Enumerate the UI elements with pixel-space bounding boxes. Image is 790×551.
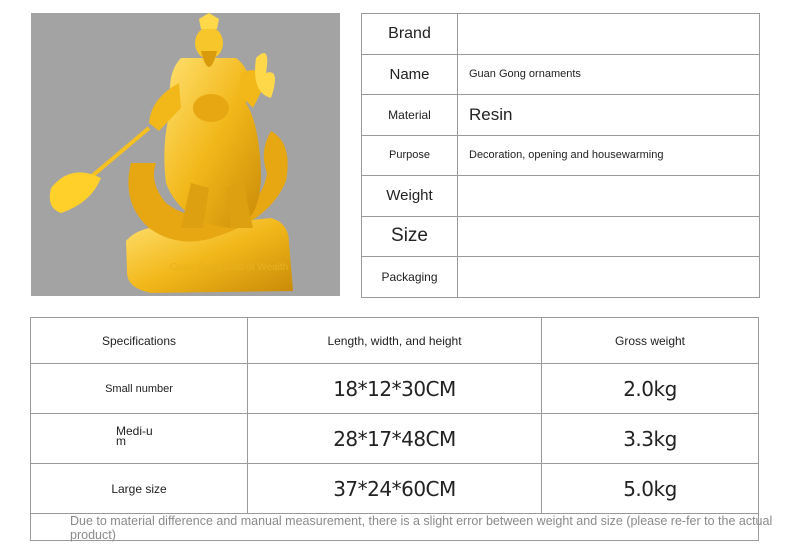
product-photo [31,13,340,296]
info-key: Size [362,216,458,257]
info-value: Decoration, opening and housewarming [458,135,760,176]
info-key: Purpose [362,135,458,176]
info-value [458,257,760,298]
spec-header-specifications: Specifications [31,318,248,364]
info-row-brand [362,14,760,55]
photo-caption: Guan Gong God of Wealth [170,262,289,273]
info-value: Resin [458,95,760,136]
info-row-material [362,95,760,136]
guan-gong-statue-image [31,13,340,296]
info-key: Weight [362,176,458,217]
product-info-table [361,13,760,298]
spec-header-row [31,318,759,364]
spec-dimensions: 37*24*60CM [248,464,542,514]
spec-header-dimensions: Length, width, and height [248,318,542,364]
spec-row-small [31,364,759,414]
spec-name: Small number [31,364,248,414]
info-key: Packaging [362,257,458,298]
info-value [458,176,760,217]
info-row-purpose [362,135,760,176]
info-row-packaging [362,257,760,298]
info-value [458,14,760,55]
spec-row-large [31,464,759,514]
spec-weight: 3.3kg [542,414,759,464]
spec-dimensions: 28*17*48CM [248,414,542,464]
info-row-size [362,216,760,257]
info-row-weight [362,176,760,217]
measurement-disclaimer: Due to material difference and manual measurement, there is a slight error between weight and size (please re-fer to the actual product) [70,514,773,542]
spec-row-medium [31,414,759,464]
specifications-table [30,317,759,514]
info-key: Name [362,54,458,95]
spec-name-cell [31,414,248,464]
info-row-name [362,54,760,95]
spec-weight: 5.0kg [542,464,759,514]
info-key: Brand [362,14,458,55]
info-key: Material [362,95,458,136]
spec-name: Large size [31,464,248,514]
info-value: Guan Gong ornaments [458,54,760,95]
spec-weight: 2.0kg [542,364,759,414]
spec-name: Medi-um [116,424,153,448]
info-value [458,216,760,257]
spec-dimensions: 18*12*30CM [248,364,542,414]
spec-header-weight: Gross weight [542,318,759,364]
